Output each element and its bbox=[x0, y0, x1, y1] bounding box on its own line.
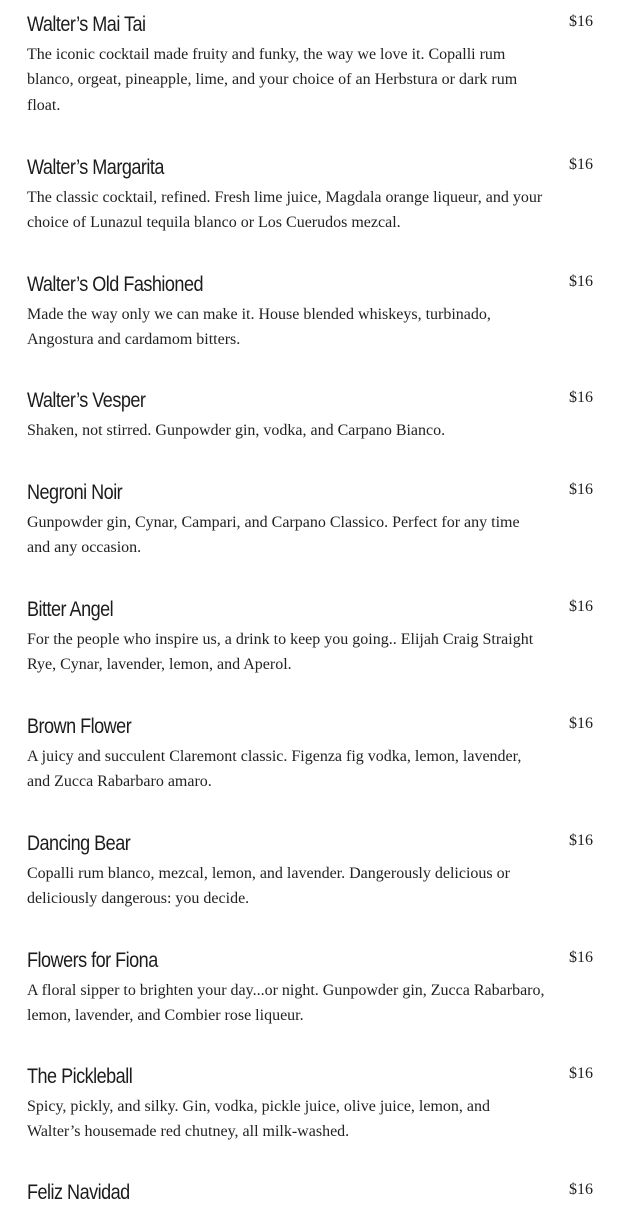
menu-item-name: Walter’s Vesper bbox=[27, 389, 146, 412]
menu-item-description: Copalli rum blanco, mezcal, lemon, and lavender. Dangerously delicious or deliciously dangerous: you decide. bbox=[27, 865, 510, 908]
menu-item-name: Bitter Angel bbox=[27, 598, 114, 621]
menu-item-price: $16 bbox=[569, 273, 593, 290]
menu-item-price: $16 bbox=[569, 389, 593, 406]
menu-item-price: $16 bbox=[569, 598, 593, 615]
menu-item-price: $16 bbox=[569, 832, 593, 849]
menu-item-price: $16 bbox=[569, 949, 593, 966]
menu-item-description: Gunpowder gin, Cynar, Campari, and Carpano Classico. Perfect for any time and any occasion. bbox=[27, 514, 520, 557]
menu-item-name: Walter’s Mai Tai bbox=[27, 13, 146, 36]
menu-item-description: Made the way only we can make it. House blended whiskeys, turbinado, Angostura and cardamom bitters. bbox=[27, 306, 491, 349]
menu-item-price: $16 bbox=[569, 481, 593, 498]
menu-item-name: Brown Flower bbox=[27, 715, 132, 738]
menu-item-description: A juicy and succulent Claremont classic. Figenza fig vodka, lemon, lavender, and Zucca Rabarbaro amaro. bbox=[27, 748, 522, 791]
menu-item-description: The iconic cocktail made fruity and funky, the way we love it. Copalli rum blanco, orgeat, pineapple, lime, and your choice of an Herbstura or dark rum float. bbox=[27, 46, 518, 114]
menu-item-price: $16 bbox=[569, 156, 593, 173]
menu-item-name: Negroni Noir bbox=[27, 481, 123, 504]
menu-item-price: $16 bbox=[569, 1181, 593, 1198]
menu-item-name: Feliz Navidad bbox=[27, 1181, 130, 1204]
menu-item-name: The Pickleball bbox=[27, 1065, 133, 1088]
menu-item-description: The classic cocktail, refined. Fresh lime juice, Magdala orange liqueur, and your choice of Lunazul tequila blanco or Los Cuerudos mezcal. bbox=[27, 189, 543, 232]
menu-item-name: Walter’s Old Fashioned bbox=[27, 273, 204, 296]
menu-item-name: Dancing Bear bbox=[27, 832, 131, 855]
menu-item-description: Shaken, not stirred. Gunpowder gin, vodka, and Carpano Bianco. bbox=[27, 422, 446, 439]
menu-item-description: For the people who inspire us, a drink to keep you going.. Elijah Craig Straight Rye, Cynar, lavender, lemon, and Aperol. bbox=[27, 631, 534, 674]
menu-item-name: Flowers for Fiona bbox=[27, 949, 158, 972]
menu-item-name: Walter’s Margarita bbox=[27, 156, 164, 179]
menu-item-price: $16 bbox=[569, 1065, 593, 1082]
menu-item-price: $16 bbox=[569, 715, 593, 732]
menu-item-description: Spicy, pickly, and silky. Gin, vodka, pickle juice, olive juice, lemon, and Walter’s housemade red chutney, all milk-washed. bbox=[27, 1098, 491, 1141]
menu-item-price: $16 bbox=[569, 13, 593, 30]
menu-item-description: A floral sipper to brighten your day...or night. Gunpowder gin, Zucca Rabarbaro, lemon, lavender, and Combier rose liqueur. bbox=[27, 982, 545, 1025]
